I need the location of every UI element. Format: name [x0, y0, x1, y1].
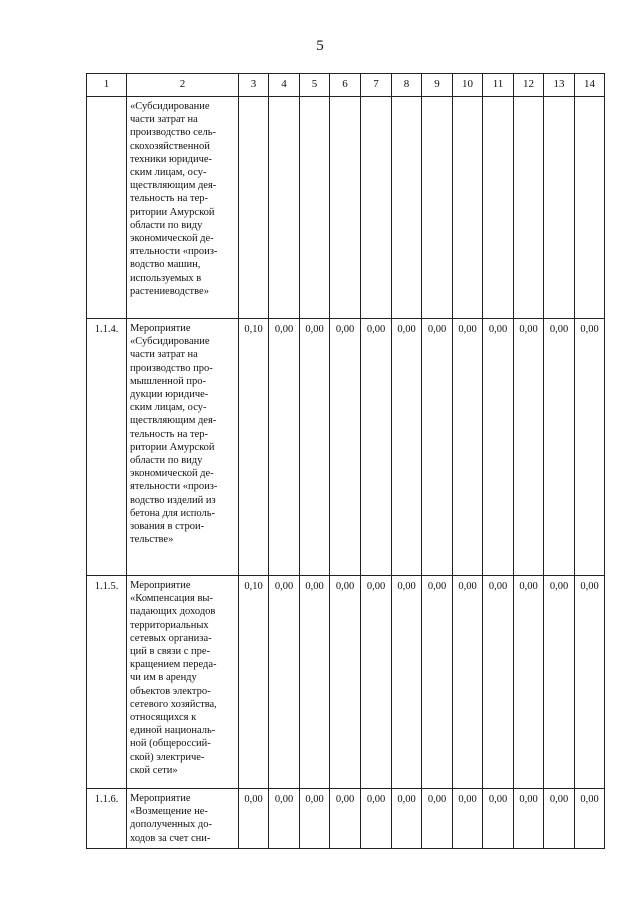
value-cell	[575, 97, 605, 319]
description-line: Мероприятие	[130, 793, 191, 804]
description-line: объектов электро-	[130, 685, 211, 697]
value-cell: 0,00	[483, 319, 514, 576]
row-number: 1.1.4.	[87, 319, 127, 576]
description-line: «Компенсация вы-	[130, 593, 213, 605]
description-line: тельность на тер-	[130, 193, 208, 205]
value-cell: 0,00	[544, 319, 575, 576]
description-line: дополученных до-	[130, 819, 213, 831]
description-line: тельстве»	[130, 534, 174, 546]
value-cell: 0,00	[453, 319, 483, 576]
value-cell: 0,00	[422, 319, 453, 576]
value-cell: 0,00	[483, 576, 514, 789]
value-cell: 0,00	[330, 789, 361, 849]
row-description	[127, 789, 239, 849]
column-header: 6	[330, 74, 361, 97]
column-header: 5	[300, 74, 330, 97]
value-cell	[300, 97, 330, 319]
description-line: используемых в	[130, 272, 202, 284]
value-cell: 0,00	[544, 789, 575, 849]
value-cell: 0,00	[269, 319, 300, 576]
value-cell: 0,00	[544, 576, 575, 789]
row-description	[127, 576, 239, 789]
value-cell: 0,10	[239, 319, 269, 576]
table-row	[87, 576, 605, 789]
description-line: мышленной про-	[130, 375, 207, 387]
value-cell: 0,00	[392, 319, 422, 576]
value-cell: 0,00	[514, 789, 544, 849]
description-line: бетона для исполь-	[130, 507, 216, 519]
value-cell: 0,00	[453, 576, 483, 789]
value-cell	[392, 97, 422, 319]
description-line: производство сель-	[130, 127, 217, 139]
value-cell: 0,00	[575, 576, 605, 789]
value-cell: 0,00	[300, 319, 330, 576]
value-cell: 0,00	[422, 789, 453, 849]
column-header: 1	[87, 74, 127, 97]
value-cell: 0,00	[239, 789, 269, 849]
description-line: ществляющим дея-	[130, 180, 217, 192]
value-cell	[544, 97, 575, 319]
value-cell	[239, 97, 269, 319]
value-cell: 0,00	[483, 789, 514, 849]
row-number	[87, 97, 127, 319]
description-line: кращением переда-	[130, 659, 217, 671]
description-line: ритории Амурской	[130, 441, 215, 453]
column-header: 7	[361, 74, 392, 97]
table-row	[87, 319, 605, 576]
description-line: ским лицам, осу-	[130, 402, 207, 414]
description-line: области по виду	[130, 219, 203, 231]
value-cell: 0,00	[361, 319, 392, 576]
value-cell: 0,00	[269, 576, 300, 789]
row-description	[127, 319, 239, 576]
table-header-row	[87, 74, 605, 97]
column-header: 13	[544, 74, 575, 97]
table-row	[87, 97, 605, 319]
description-line: относящихся к	[130, 712, 197, 724]
description-line: части затрат на	[130, 349, 198, 361]
column-header: 11	[483, 74, 514, 97]
row-number: 1.1.5.	[87, 576, 127, 789]
column-header: 14	[575, 74, 605, 97]
value-cell: 0,00	[269, 789, 300, 849]
value-cell: 0,00	[392, 789, 422, 849]
column-header: 3	[239, 74, 269, 97]
description-line: Мероприятие	[130, 580, 191, 591]
value-cell: 0,00	[361, 789, 392, 849]
row-description	[127, 97, 239, 319]
column-header: 12	[514, 74, 544, 97]
column-header: 2	[127, 74, 239, 97]
value-cell: 0,10	[239, 576, 269, 789]
description-line: дукции юридиче-	[130, 389, 209, 401]
description-line: Мероприятие	[130, 323, 191, 334]
description-line: растениеводстве»	[130, 285, 209, 297]
description-line: техники юридиче-	[130, 153, 213, 165]
description-line: «Субсидирование	[130, 336, 210, 348]
description-line: «Субсидирование	[130, 101, 210, 112]
description-line: водство изделий из	[130, 494, 216, 506]
description-line: сетевого хозяйства,	[130, 698, 217, 710]
row-number: 1.1.6.	[87, 789, 127, 849]
description-line: единой националь-	[130, 725, 216, 737]
description-line: ществляющим дея-	[130, 415, 217, 427]
page-number: 5	[316, 38, 324, 54]
value-cell: 0,00	[514, 576, 544, 789]
description-line: ной (общероссий-	[130, 738, 211, 750]
description-line: «Возмещение не-	[130, 806, 208, 818]
description-line: производство про-	[130, 362, 213, 374]
description-line: ций в связи с пре-	[130, 646, 211, 658]
column-header: 4	[269, 74, 300, 97]
data-table	[86, 73, 605, 849]
value-cell: 0,00	[300, 789, 330, 849]
value-cell: 0,00	[392, 576, 422, 789]
description-line: чи им в аренду	[130, 672, 197, 684]
description-line: падающих доходов	[130, 606, 216, 618]
value-cell: 0,00	[575, 789, 605, 849]
value-cell: 0,00	[300, 576, 330, 789]
value-cell: 0,00	[330, 319, 361, 576]
description-line: ской сети»	[130, 764, 178, 776]
description-line: сетевых организа-	[130, 632, 212, 644]
value-cell	[361, 97, 392, 319]
column-header: 10	[453, 74, 483, 97]
description-line: ятельности «произ-	[130, 246, 218, 258]
column-header: 8	[392, 74, 422, 97]
description-line: скохозяйственной	[130, 140, 210, 152]
description-line: территориальных	[130, 619, 209, 631]
value-cell	[514, 97, 544, 319]
description-line: тельность на тер-	[130, 428, 208, 440]
table-row	[87, 789, 605, 849]
description-line: ским лицам, осу-	[130, 167, 207, 179]
value-cell: 0,00	[453, 789, 483, 849]
description-line: экономической де-	[130, 468, 214, 480]
description-line: ритории Амурской	[130, 206, 215, 218]
value-cell: 0,00	[575, 319, 605, 576]
description-line: зования в строи-	[130, 521, 205, 533]
value-cell	[422, 97, 453, 319]
description-line: водство машин,	[130, 259, 201, 271]
description-line: ходов за счет сни-	[130, 832, 211, 844]
value-cell	[269, 97, 300, 319]
column-header: 9	[422, 74, 453, 97]
value-cell	[453, 97, 483, 319]
value-cell	[483, 97, 514, 319]
value-cell: 0,00	[422, 576, 453, 789]
value-cell	[330, 97, 361, 319]
description-line: экономической де-	[130, 233, 214, 245]
description-line: ской) электриче-	[130, 751, 205, 763]
value-cell: 0,00	[514, 319, 544, 576]
description-line: части затрат на	[130, 114, 198, 126]
value-cell: 0,00	[330, 576, 361, 789]
value-cell: 0,00	[361, 576, 392, 789]
description-line: ятельности «произ-	[130, 481, 218, 493]
description-line: области по виду	[130, 455, 203, 467]
